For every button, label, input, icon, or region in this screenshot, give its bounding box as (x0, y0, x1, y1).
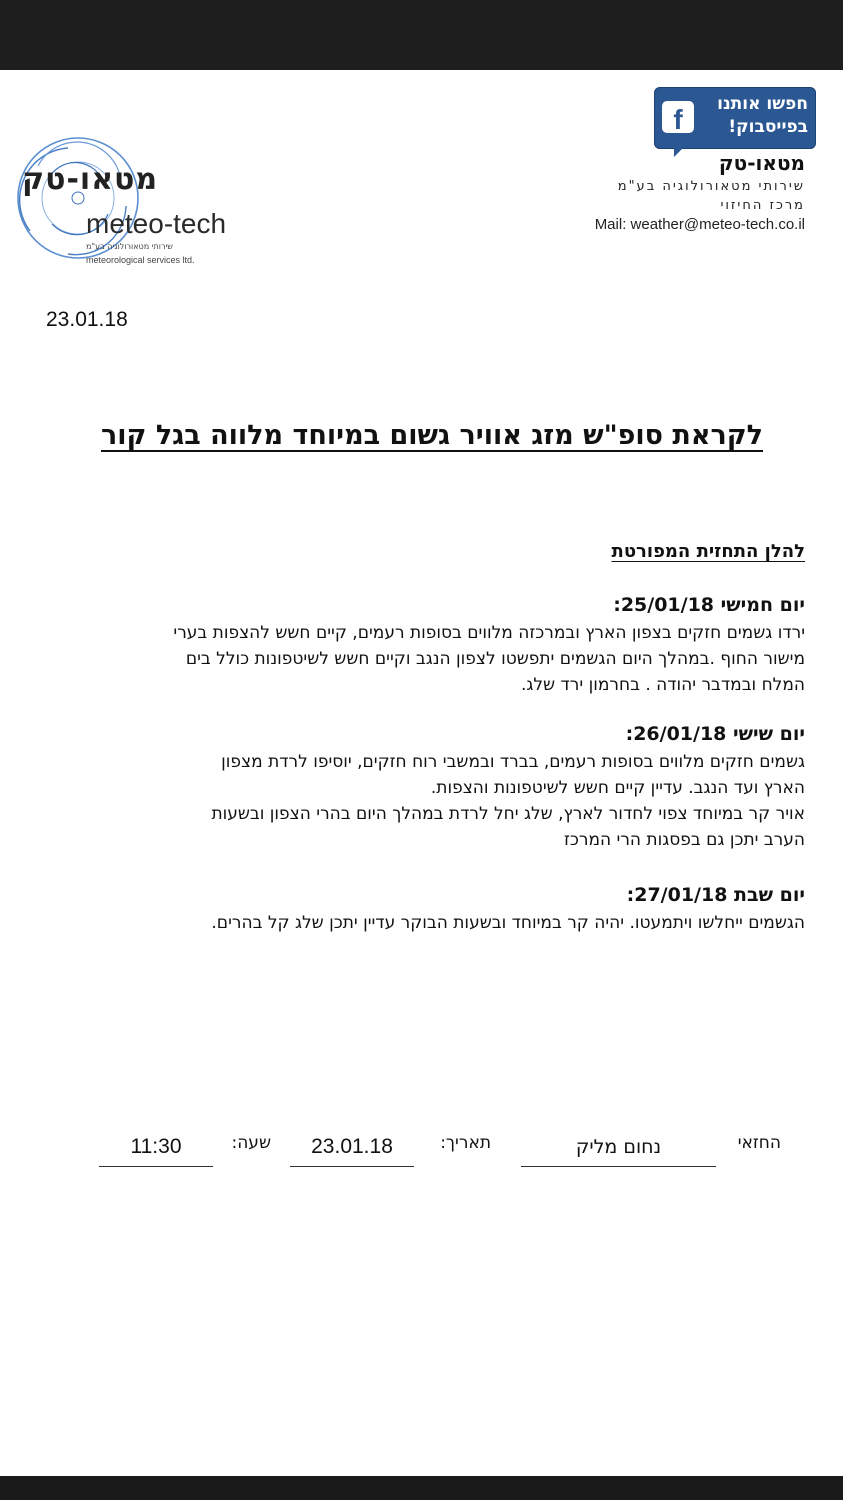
forecast-day-line: גשמים חזקים מלווים בסופות רעמים, בברד ובמשבי רוח חזקים, יוסיפו לרדת מצפון (221, 752, 805, 772)
signature-time: 11:30 (99, 1132, 213, 1167)
forecast-day-line: המלח ובמדבר יהודה . בחרמון ירד שלג. (520, 675, 805, 695)
forecast-day-thursday (45, 594, 805, 698)
forecast-day-line: ירדו גשמים חזקים בצפון הארץ ובמרכזה מלווים בסופות רעמים, קיים חשש להצפות בערי (173, 623, 805, 643)
company-name: מטאו-טק (718, 151, 805, 175)
forecast-day-line: מישור החוף .במהלך היום הגשמים יתפשטו לצפון הנגב וקיים חשש לשיטפונות כולל בים (185, 649, 805, 669)
time-label: שעה: (231, 1133, 271, 1153)
company-email[interactable]: Mail: weather@meteo-tech.co.il (594, 216, 805, 233)
forecast-day-line: הגשמים ייחלשו ויתמעטו. יהיה קר במיוחד ובשעות הבוקר עדיין יתכן שלג קל בהרים. (211, 913, 805, 933)
facebook-badge-line2: בפייסבוק! (728, 117, 808, 137)
top-status-bar (0, 0, 843, 70)
document-title: לקראת סופ"ש מזג אוויר גשום במיוחד מלווה בגל קור (101, 420, 763, 451)
facebook-badge-text (696, 93, 808, 139)
bottom-bar (0, 1476, 843, 1500)
company-department: מרכז החיזוי (720, 198, 805, 213)
logo-subtitle-english: meteorological services ltd. (86, 255, 195, 265)
logo-subtitle-hebrew: שירותי מטאורולוגיה בע"מ (86, 242, 173, 251)
company-description: שירותי מטאורולוגיה בע"מ (617, 179, 805, 194)
company-logo (8, 136, 258, 271)
forecast-day-saturday (45, 884, 805, 936)
forecaster-name: נחום מליק (521, 1132, 716, 1167)
forecast-day-line: הערב יתכן גם בפסגות הרי המרכז (564, 830, 805, 850)
logo-name-english: meteo-tech (86, 208, 227, 239)
logo-name-hebrew: מטאו-טק (22, 162, 159, 197)
forecast-subtitle: להלן התחזית המפורטת (611, 541, 805, 562)
forecast-day-heading: יום שישי 26/01/18: (625, 723, 805, 745)
forecast-day-heading: יום חמישי 25/01/18: (613, 594, 805, 616)
forecast-day-friday (45, 723, 805, 853)
forecaster-label: החזאי (737, 1133, 781, 1153)
facebook-icon: f (662, 101, 694, 133)
signature-date: 23.01.18 (290, 1132, 414, 1167)
date-label: תאריך: (440, 1133, 491, 1153)
forecast-day-line: אויר קר במיוחד צפוי לחדור לארץ, שלג יחל לרדת במהלך היום בהרי הצפון ובשעות (211, 804, 805, 824)
facebook-badge[interactable] (654, 87, 816, 149)
facebook-badge-line1: חפשו אותנו (717, 94, 808, 114)
forecast-day-heading: יום שבת 27/01/18: (626, 884, 805, 906)
document-date: 23.01.18 (46, 308, 128, 331)
forecast-day-line: הארץ ועד הנגב. עדיין קיים חשש לשיטפונות והצפות. (430, 778, 805, 798)
